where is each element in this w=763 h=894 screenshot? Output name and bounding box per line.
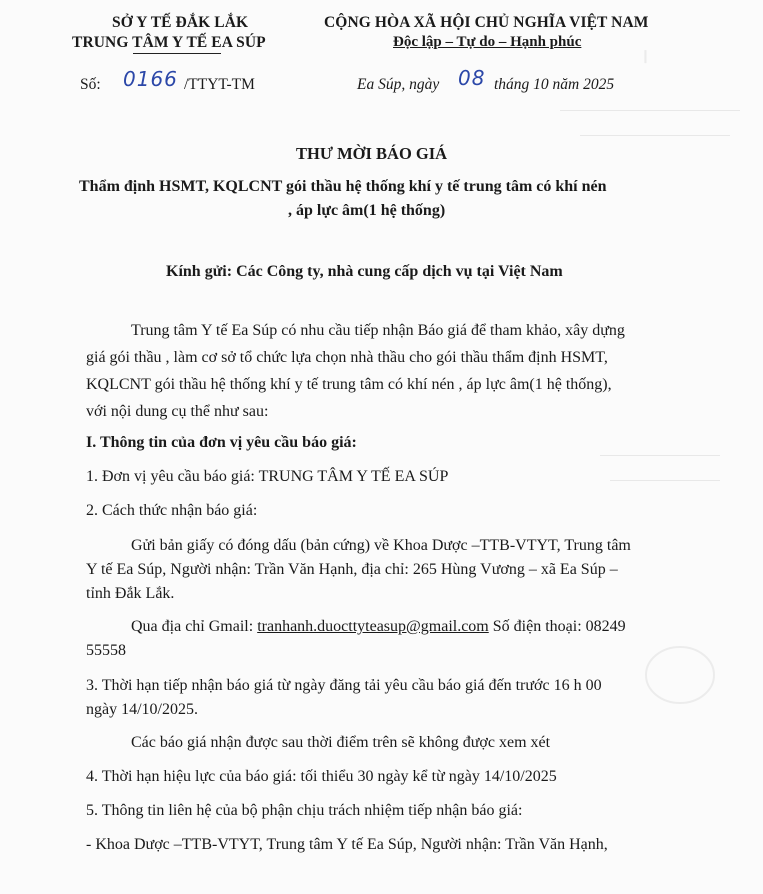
item-2-paragraph-line-2: Y tế Ea Súp, Người nhận: Trần Văn Hạnh, địa chỉ: 265 Hùng Vương – xã Ea Súp –	[86, 561, 618, 578]
item-3-line-1: 3. Thời hạn tiếp nhận báo giá từ ngày đăng tải yêu cầu báo giá đến trước 16 h 00	[86, 677, 602, 694]
item-5-contact: - Khoa Dược –TTB-VTYT, Trung tâm Y tế Ea Súp, Người nhận: Trần Văn Hạnh,	[86, 836, 608, 853]
national-motto: Độc lập – Tự do – Hạnh phúc	[393, 34, 582, 50]
bleed-through-line	[610, 480, 720, 481]
phone-continuation: 55558	[86, 642, 126, 659]
late-submission-note: Các báo giá nhận được sau thời điểm trên sẽ không được xem xét	[131, 734, 551, 751]
intro-line-2: giá gói thầu , làm cơ sở tổ chức lựa chọn nhà thầu cho gói thầu thẩm định HSMT,	[86, 349, 608, 366]
center-underline	[133, 53, 221, 54]
intro-line-3: KQLCNT gói thầu hệ thống khí y tế trung tâm có khí nén , áp lực âm(1 hệ thống),	[86, 376, 612, 393]
date-day-handwritten: 08	[458, 66, 486, 90]
document-title: THƯ MỜI BÁO GIÁ	[296, 144, 448, 163]
gmail-address-link[interactable]: tranhanh.duocttyteasup@gmail.com	[257, 618, 489, 635]
phone-label: Số điện thoại: 08249	[492, 618, 626, 635]
ministry-name: SỞ Y TẾ ĐẮK LẮK	[112, 14, 249, 31]
date-suffix: tháng 10 năm 2025	[494, 76, 615, 93]
subject-line-2: , áp lực âm(1 hệ thống)	[288, 202, 446, 219]
item-3-line-2: ngày 14/10/2025.	[86, 701, 198, 718]
date-prefix: Ea Súp, ngày	[357, 76, 440, 93]
bleed-through-line	[560, 110, 740, 111]
bleed-through-line	[600, 455, 720, 456]
doc-number-label: Số:	[80, 76, 101, 93]
item-2-paragraph-line-3: tỉnh Đắk Lắk.	[86, 585, 175, 602]
gmail-label: Qua địa chỉ Gmail:	[131, 618, 254, 635]
gmail-line	[131, 618, 626, 636]
intro-line-4: với nội dung cụ thể như sau:	[86, 403, 269, 420]
republic-name: CỘNG HÒA XÃ HỘI CHỦ NGHĨA VIỆT NAM	[324, 14, 649, 31]
addressee: Kính gửi: Các Công ty, nhà cung cấp dịch vụ tại Việt Nam	[166, 263, 563, 280]
item-1: 1. Đơn vị yêu cầu báo giá: TRUNG TÂM Y TẾ EA SÚP	[86, 468, 449, 485]
subject-line-1: Thẩm định HSMT, KQLCNT gói thầu hệ thống khí y tế trung tâm có khí nén	[79, 178, 607, 195]
bleed-through-text: ❙	[640, 48, 651, 63]
item-4: 4. Thời hạn hiệu lực của báo giá: tối thiểu 30 ngày kể từ ngày 14/10/2025	[86, 768, 557, 785]
doc-number-handwritten: 0166	[123, 67, 178, 91]
item-5: 5. Thông tin liên hệ của bộ phận chịu trách nhiệm tiếp nhận báo giá:	[86, 802, 523, 819]
bleed-through-seal	[640, 640, 720, 710]
center-name: TRUNG TÂM Y TẾ EA SÚP	[72, 34, 266, 51]
bleed-through-line	[580, 135, 730, 136]
item-2: 2. Cách thức nhận báo giá:	[86, 502, 258, 519]
section-1-heading: I. Thông tin của đơn vị yêu cầu báo giá:	[86, 434, 357, 451]
item-2-paragraph-line-1: Gửi bản giấy có đóng dấu (bản cứng) về Khoa Dược –TTB-VTYT, Trung tâm	[131, 537, 631, 554]
doc-number-suffix: /TTYT-TM	[184, 76, 255, 93]
intro-line-1: Trung tâm Y tế Ea Súp có nhu cầu tiếp nhận Báo giá để tham khảo, xây dựng	[131, 322, 625, 339]
